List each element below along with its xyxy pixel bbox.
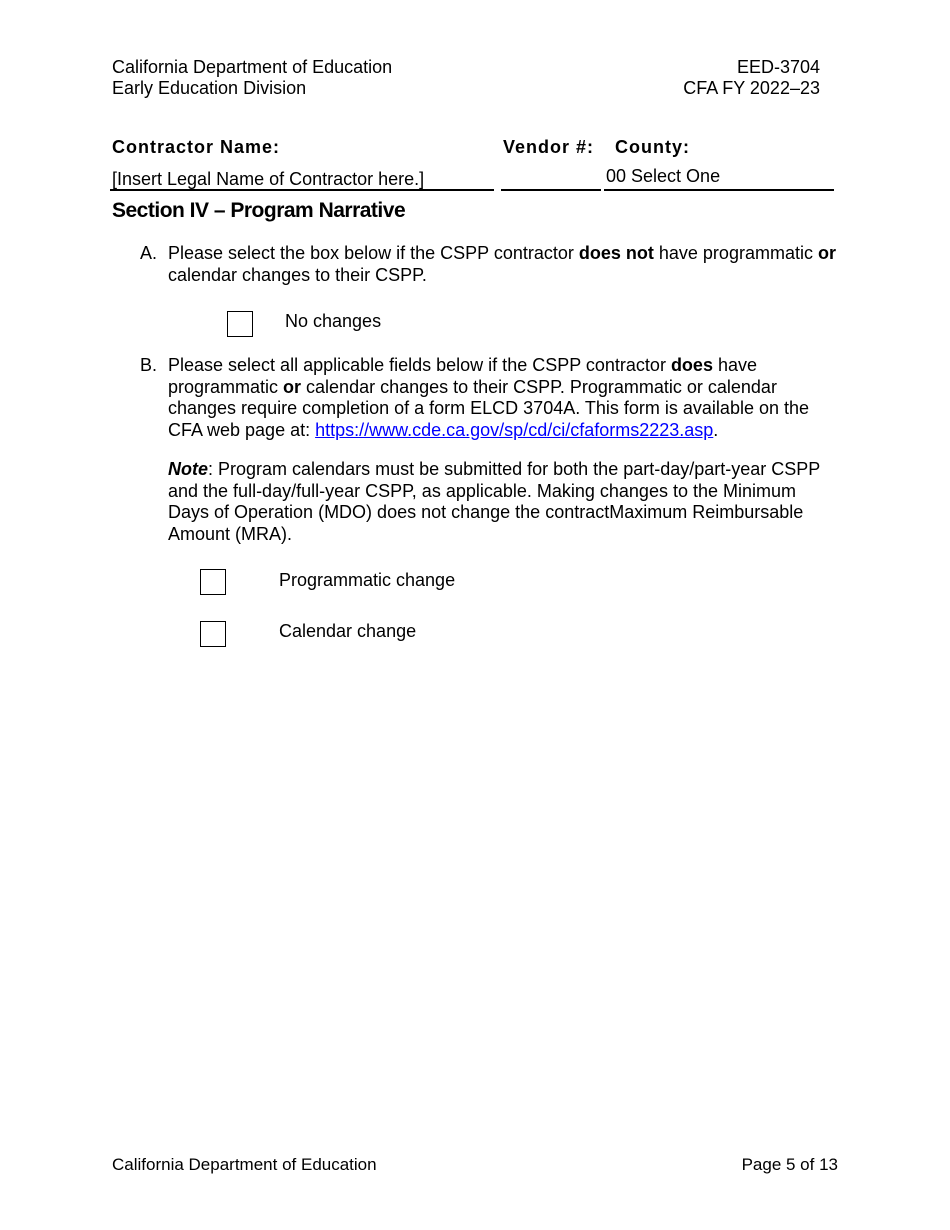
note-label: Note	[168, 459, 208, 479]
header-org: California Department of Education	[112, 57, 393, 77]
programmatic-change-checkbox[interactable]	[200, 569, 226, 595]
contractor-name-field[interactable]	[112, 169, 494, 191]
item-a-marker: A.	[140, 243, 158, 263]
footer-org: California Department of Education	[112, 1155, 377, 1174]
county-label: County:	[615, 137, 690, 157]
vendor-number-field[interactable]	[501, 166, 601, 188]
item-b-note: Note: Program calendars must be submitted for both the part-day/part-year CSPP and the full-day/full-year CSPP, as applicable. Making changes to the Minimum Days of Operation (MDO) does not change the contractMaximum Reimbursable Amount (MRA).	[168, 459, 820, 544]
county-select[interactable]	[606, 166, 834, 188]
calendar-change-checkbox[interactable]	[200, 621, 226, 647]
contractor-name-value: [Insert Legal Name of Contractor here.]	[112, 169, 425, 189]
header-division: Early Education Division	[112, 78, 307, 98]
cfa-forms-link[interactable]: https://www.cde.ca.gov/sp/cd/ci/cfaforms2223.asp	[315, 419, 714, 440]
contractor-name-underline	[110, 189, 494, 191]
county-underline	[604, 189, 834, 191]
county-select-value: 00 Select One	[606, 166, 721, 186]
no-changes-checkbox[interactable]	[227, 311, 253, 337]
section-title: Section IV – Program Narrative	[112, 199, 406, 222]
item-b-marker: B.	[140, 355, 158, 375]
vendor-number-underline	[501, 189, 601, 191]
header-form-id: EED-3704	[736, 57, 820, 77]
footer-page-number: Page 5 of 13	[741, 1155, 838, 1174]
header-fiscal-year: CFA FY 2022–23	[683, 78, 820, 98]
programmatic-change-label: Programmatic change	[279, 570, 456, 590]
item-b-text: Please select all applicable fields below if the CSPP contractor does have programmatic or calendar changes to their CSPP. Programmatic or calendar changes require completion of a form ELCD 3704A. This form is available on the CFA web page at: https://www.cde.ca.gov/sp/cd/ci/cfaforms2223.asp.	[168, 355, 810, 440]
no-changes-label: No changes	[285, 311, 382, 331]
contractor-name-label: Contractor Name:	[112, 137, 281, 157]
item-a-text: Please select the box below if the CSPP contractor does not have programmatic or calendar changes to their CSPP.	[168, 243, 836, 285]
calendar-change-label: Calendar change	[279, 621, 417, 641]
vendor-number-label: Vendor #:	[503, 137, 595, 157]
